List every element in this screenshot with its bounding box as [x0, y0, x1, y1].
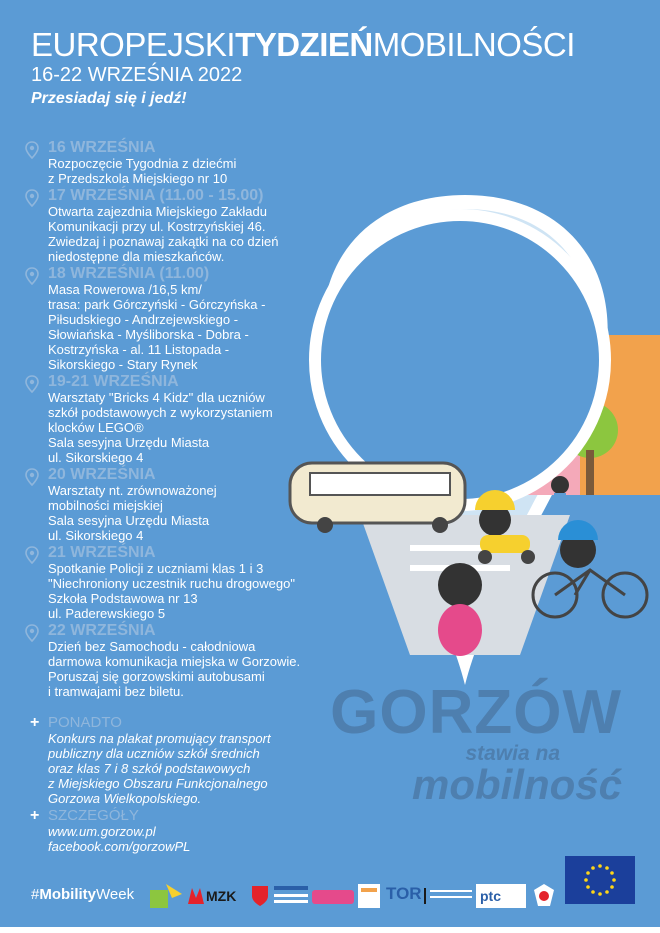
gorzow-wielkopolski-logo [274, 884, 308, 908]
event-line: Masa Rowerowa /16,5 km/ [48, 282, 202, 297]
event-line: Słowiańska - Myśliborska - Dobra - [48, 327, 249, 342]
event-title: 19-21 WRZEŚNIA [48, 373, 179, 390]
wielkopolska-crest-logo [250, 884, 270, 908]
event-item [24, 545, 344, 621]
pop-logo [150, 884, 182, 908]
ptc-logo [476, 884, 526, 908]
event-line: Dzień bez Samochodu - całodniowa [48, 639, 256, 654]
mzk-logo-text: MZK [206, 888, 237, 904]
location-pin-icon [24, 624, 40, 642]
event-line: Sala sesyjna Urzędu Miasta [48, 513, 210, 528]
event-title: 18 WRZEŚNIA (11.00) [48, 265, 210, 282]
event-line: Sikorskiego - Stary Rynek [48, 357, 198, 372]
event-line: Piłsudskiego - Andrzejewskiego - [48, 312, 239, 327]
plus-icon: + [30, 807, 40, 824]
event-line: Sala sesyjna Urzędu Miasta [48, 435, 210, 450]
event-item [24, 140, 344, 186]
extra-title: PONADTO [48, 714, 122, 731]
event-line: "Niechroniony uczestnik ruchu drogowego" [48, 576, 295, 591]
eu-flag-icon [565, 856, 635, 904]
extra-line: z Miejskiego Obszaru Funkcjonalnego [48, 776, 268, 791]
small-figure-head [551, 476, 569, 494]
mobility-week-hashtag: #MobilityWeek [31, 886, 135, 903]
mzk-mark-icon [188, 888, 204, 904]
event-line: Rozpoczęcie Tygodnia z dziećmi [48, 156, 237, 171]
event-line: Spotkanie Policji z uczniami klas 1 i 3 [48, 561, 264, 576]
event-line: klocków LEGO® [48, 420, 144, 435]
title-part-1: EUROPEJSKI [31, 26, 236, 63]
facebook-link[interactable]: facebook.com/gorzowPL [48, 839, 191, 854]
footer-logos [0, 870, 660, 926]
brand-line-3: mobilność [411, 761, 622, 808]
event-line: ul. Sikorskiego 4 [48, 450, 144, 465]
title-part-3: MOBILNOŚCI [372, 26, 575, 63]
title-part-2: TYDZIEŃ [235, 26, 373, 63]
event-line: Warsztaty "Bricks 4 Kidz" dla uczniów [48, 390, 265, 405]
extra-title: SZCZEGÓŁY [48, 807, 139, 824]
event-title: 22 WRZEŚNIA [48, 622, 156, 639]
plus-icon: + [30, 714, 40, 731]
event-item [24, 188, 344, 264]
police-badge-logo [534, 884, 554, 908]
location-pin-icon [24, 267, 40, 285]
campaign-brand [290, 680, 650, 820]
extra-line: Gorzowa Wielkopolskiego. [48, 791, 202, 806]
event-line: mobilności miejskiej [48, 498, 163, 513]
poster-title [31, 27, 575, 63]
event-dates: 16-22 WRZEŚNIA 2022 [31, 64, 243, 86]
event-line: Komunikacji przy ul. Kostrzyńskiej 46. [48, 219, 266, 234]
tor-logo: TOR [386, 884, 422, 903]
extra-line: oraz klas 7 i 8 szkół podstawowych [48, 761, 251, 776]
event-line: ul. Paderewskiego 5 [48, 606, 166, 621]
event-line: i tramwajami bez biletu. [48, 684, 184, 699]
event-line: ul. Sikorskiego 4 [48, 528, 144, 543]
zespol-doradcow-logo [424, 884, 474, 908]
event-line: Kostrzyńska - al. 11 Listopada - [48, 342, 230, 357]
event-title: 20 WRZEŚNIA [48, 466, 156, 483]
event-line: Szkoła Podstawowa nr 13 [48, 591, 198, 606]
mzk-logo [188, 884, 243, 908]
event-line: Poruszaj się gorzowskimi autobusami [48, 669, 265, 684]
location-pin-icon [24, 375, 40, 393]
bottom-edge [0, 927, 660, 933]
event-title: 17 WRZEŚNIA (11.00 - 15.00) [48, 187, 264, 204]
event-item [24, 374, 344, 465]
event-title: 16 WRZEŚNIA [48, 139, 156, 156]
event-line: Warsztaty nt. zrównoważonej [48, 483, 217, 498]
event-line: z Przedszkola Miejskiego nr 10 [48, 171, 228, 186]
event-line: Zwiedzaj i poznawaj zakątki na co dzień [48, 234, 279, 249]
extra-line: Konkurs na plakat promujący transport [48, 731, 271, 746]
walker-head [438, 563, 482, 607]
event-line: niedostępne dla mieszkańców. [48, 249, 225, 264]
event-title: 21 WRZEŚNIA [48, 544, 156, 561]
bricks-4-kidz-logo [312, 884, 354, 908]
location-pin-icon [24, 468, 40, 486]
event-line: Otwarta zajezdnia Miejskiego Zakładu [48, 204, 267, 219]
event-item [24, 467, 344, 543]
extra-line: publiczny dla uczniów szkół średnich [48, 746, 260, 761]
event-line: trasa: park Górczyński - Górczyńska - [48, 297, 266, 312]
website-link[interactable]: www.um.gorzow.pl [48, 824, 156, 839]
event-item [24, 266, 344, 372]
location-pin-icon [24, 546, 40, 564]
slogan: Przesiadaj się i jedź! [31, 90, 187, 107]
location-pin-icon [24, 189, 40, 207]
szkola-logo [358, 884, 380, 908]
brand-line-1: GORZÓW [330, 678, 622, 747]
tree-trunk [586, 450, 594, 495]
event-line: darmowa komunikacja miejska w Gorzowie. [48, 654, 301, 669]
location-pin-icon [24, 141, 40, 159]
event-schedule [24, 140, 344, 701]
brand-line-2: stawia na [465, 742, 560, 765]
ptc-logo-text: ptc [480, 888, 501, 904]
event-line: szkół podstawowych z wykorzystaniem [48, 405, 273, 420]
